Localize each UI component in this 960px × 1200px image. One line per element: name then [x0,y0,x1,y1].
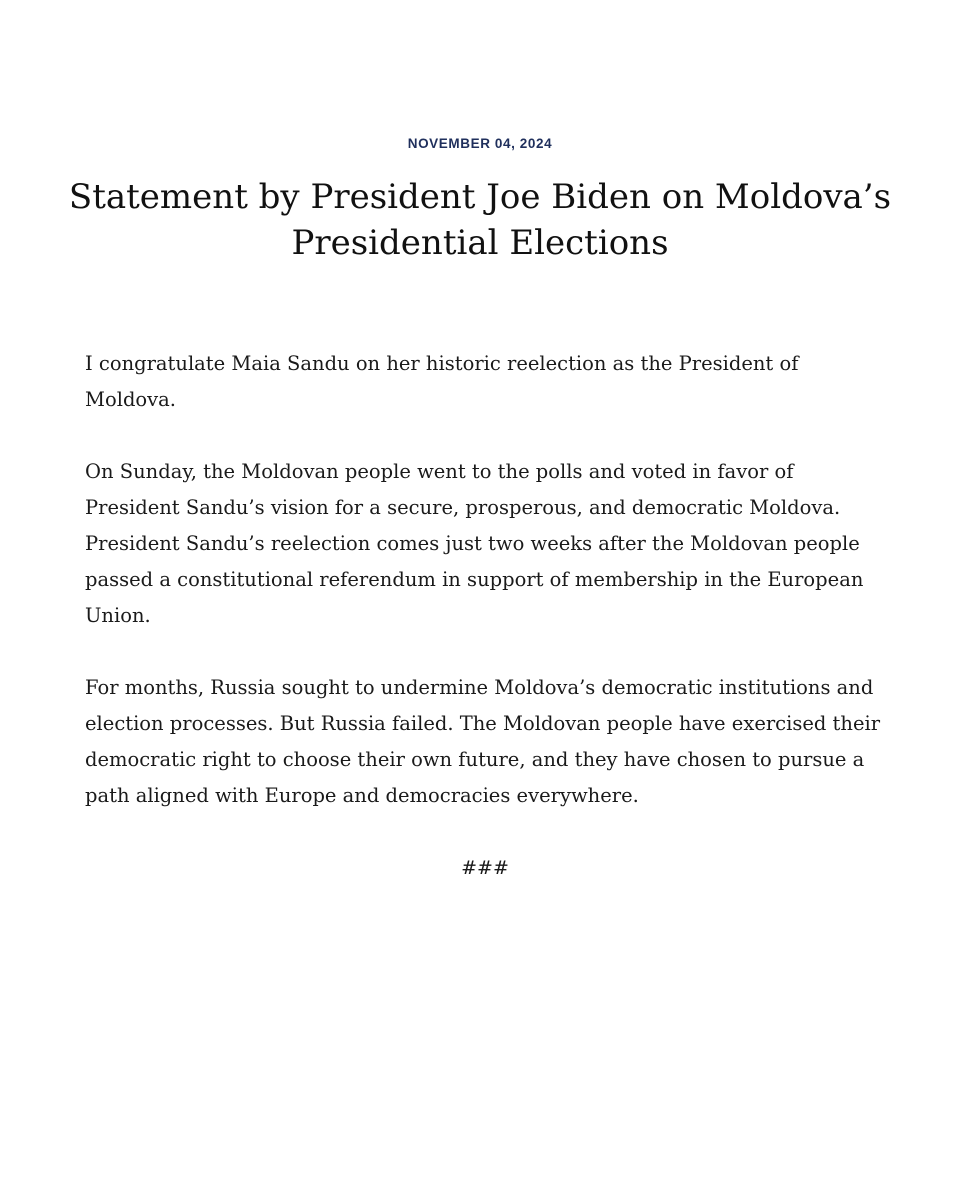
title-line-2: Presidential Elections [291,223,669,263]
statement-body [85,346,885,922]
paragraph-2: On Sunday, the Moldovan people went to the polls and voted in favor of President Sandu’s vision for a secure, prosperous, and democratic Moldova. President Sandu’s reelection comes just two weeks after the Moldovan people passed a constitutional referendum in support of membership in the European Union. [85,460,864,627]
paragraph-3: For months, Russia sought to undermine Moldova’s democratic institutions and election processes. But Russia failed. The Moldovan people have exercised their democratic right to choose their own future, and they have chosen to pursue a path aligned with Europe and democracies everywhere. [85,676,881,807]
statement-title [60,174,900,266]
paragraph-1: I congratulate Maia Sandu on her historic reelection as the President of Moldova. [85,352,799,411]
statement-date: NOVEMBER 04, 2024 [407,136,553,151]
title-line-1: Statement by President Joe Biden on Moldova’s [68,177,892,217]
closing-mark: ### [461,857,509,879]
